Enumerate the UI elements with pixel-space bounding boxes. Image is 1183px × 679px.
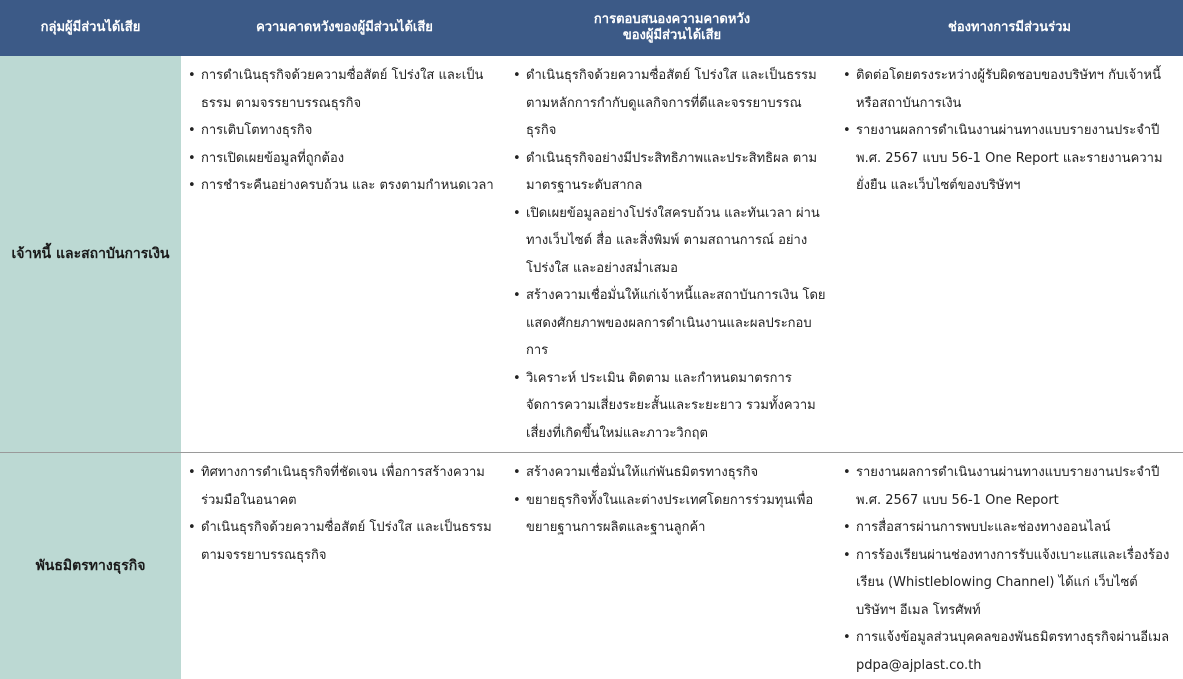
- list-item: • การร้องเรียนผ่านช่องทางการรับแจ้งเบาะแสและเรื่องร้องเรียน (Whistleblowing Channel) ได้แก่ เว็บไซต์บริษัทฯ อีเมล โทรศัพท์: [843, 547, 1170, 618]
- header-stakeholder-group: กลุ่มผู้มีส่วนได้เสีย: [40, 20, 141, 35]
- list-item: • วิเคราะห์ ประเมิน ติดตาม และกำหนดมาตรการจัดการความเสี่ยงระยะสั้นและระยะยาว รวมทั้งความเสี่ยงที่เกิดขึ้นใหม่และภาวะวิกฤต: [513, 370, 816, 441]
- stakeholder-group-cell: เจ้าหนี้ และสถาบันการเงิน: [0, 56, 181, 452]
- header-responses: การตอบสนองความคาดหวัง ของผู้มีส่วนได้เสีย: [593, 12, 751, 43]
- list-item: • ดำเนินธุรกิจด้วยความซื่อสัตย์ โปร่งใส และเป็นธรรม ตามหลักการกำกับดูแลกิจการที่ดีและจรรยาบรรณธุรกิจ: [513, 68, 817, 138]
- table-row: [0, 56, 1183, 452]
- list-item: • ติดต่อโดยตรงระหว่างผู้รับผิดชอบของบริษัทฯ กับเจ้าหนี้หรือสถาบันการเงิน: [843, 68, 1162, 111]
- header-expectations: ความคาดหวังของผู้มีส่วนได้เสีย: [256, 20, 433, 35]
- responses-cell: [508, 453, 836, 679]
- list-item: • ดำเนินธุรกิจด้วยความซื่อสัตย์ โปร่งใส และเป็นธรรม ตามจรรยาบรรณธุรกิจ: [188, 520, 492, 563]
- list-item: • ดำเนินธุรกิจอย่างมีประสิทธิภาพและประสิทธิผล ตามมาตรฐานระดับสากล: [513, 150, 818, 193]
- list-item: • การเปิดเผยข้อมูลที่ถูกต้อง: [188, 150, 345, 166]
- list-item: • การแจ้งข้อมูลส่วนบุคคลของพันธมิตรทางธุรกิจผ่านอีเมล pdpa@ajplast.co.th: [843, 630, 1170, 673]
- responses-cell: [508, 56, 836, 452]
- list-item: • รายงานผลการดำเนินงานผ่านทางแบบรายงานประจำปี พ.ศ. 2567 แบบ 56-1 One Report: [843, 465, 1160, 508]
- channels-cell: [836, 453, 1183, 679]
- channels-cell: [836, 56, 1183, 452]
- list-item: • ทิศทางการดำเนินธุรกิจที่ชัดเจน เพื่อการสร้างความร่วมมือในอนาคต: [188, 465, 485, 508]
- expectations-cell: [181, 56, 508, 452]
- table-header: [0, 0, 1183, 56]
- list-item: • รายงานผลการดำเนินงานผ่านทางแบบรายงานประจำปี พ.ศ. 2567 แบบ 56-1 One Report และรายงานความยั่งยืน และเว็บไซต์ของบริษัทฯ: [843, 123, 1163, 193]
- list-item: • สร้างความเชื่อมั่นให้แก่พันธมิตรทางธุรกิจ: [513, 465, 759, 480]
- expectations-cell: [181, 453, 508, 679]
- table-row: [0, 453, 1183, 678]
- list-item: • การชำระคืนอย่างครบถ้วน และ ตรงตามกำหนดเวลา: [188, 178, 494, 193]
- header-channels: ช่องทางการมีส่วนร่วม: [948, 20, 1071, 35]
- list-item: • เปิดเผยข้อมูลอย่างโปร่งใสครบถ้วน และทันเวลา ผ่านทางเว็บไซต์ สื่อ และสิ่งพิมพ์ ตามสถานการณ์ อย่างโปร่งใส และอย่างสม่ำเสมอ: [513, 205, 820, 276]
- stakeholder-group-cell: พันธมิตรทางธุรกิจ: [0, 453, 181, 679]
- list-item: • การสื่อสารผ่านการพบปะและช่องทางออนไลน์: [843, 520, 1111, 535]
- list-item: • การเติบโตทางธุรกิจ: [188, 123, 313, 138]
- list-item: • ขยายธุรกิจทั้งในและต่างประเทศโดยการร่วมทุนเพื่อขยายฐานการผลิตและฐานลูกค้า: [513, 492, 814, 535]
- list-item: • การดำเนินธุรกิจด้วยความซื่อสัตย์ โปร่งใส และเป็นธรรม ตามจรรยาบรรณธุรกิจ: [188, 68, 484, 111]
- list-item: • สร้างความเชื่อมั่นให้แก่เจ้าหนี้และสถาบันการเงิน โดยแสดงศักยภาพของผลการดำเนินงานและผลประกอบการ: [513, 288, 826, 358]
